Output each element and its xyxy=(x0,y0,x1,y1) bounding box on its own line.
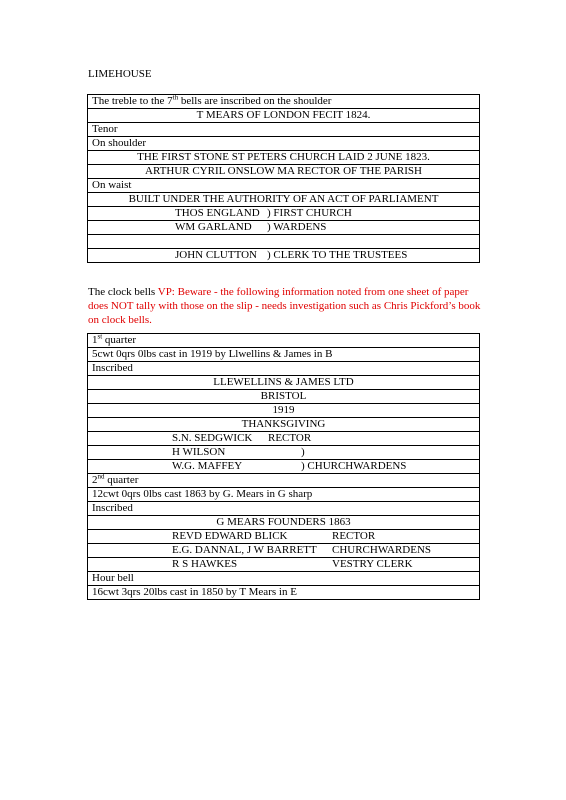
table-row xyxy=(88,109,480,123)
cell-text: bells are inscribed on the shoulder xyxy=(178,95,332,107)
superscript: st xyxy=(97,332,103,341)
vp-note: VP: Beware - the following information noted from one sheet of paper does NOT tally with those on the slip - needs investigation such as Chris Pickford’s book on clock bells. xyxy=(88,286,481,326)
table-row xyxy=(88,586,480,600)
table-cell xyxy=(88,558,480,572)
table-row xyxy=(88,460,480,474)
cell-text: quarter xyxy=(104,474,139,486)
table-row xyxy=(88,235,480,249)
table-cell: ARTHUR CYRIL ONSLOW MA RECTOR OF THE PARISH xyxy=(88,165,480,179)
table-cell xyxy=(88,249,480,263)
intro-text: The clock bells xyxy=(88,286,158,298)
superscript: th xyxy=(172,93,179,102)
table-row xyxy=(88,221,480,235)
table-cell: Inscribed xyxy=(88,502,480,516)
cell-text: The treble to the 7 xyxy=(92,95,173,107)
table-cell: On waist xyxy=(88,179,480,193)
table-cell: LLEWELLINS & JAMES LTD xyxy=(88,376,480,390)
table-row xyxy=(88,474,480,488)
table-row xyxy=(88,151,480,165)
table-row xyxy=(88,404,480,418)
table-cell: THE FIRST STONE ST PETERS CHURCH LAID 2 JUNE 1823. xyxy=(88,151,480,165)
clock-bells-intro xyxy=(88,285,488,327)
cell-text: S.N. SEDGWICK xyxy=(172,432,253,444)
table-row xyxy=(88,558,480,572)
table-row xyxy=(88,376,480,390)
document-title: LIMEHOUSE xyxy=(88,68,152,80)
table-row xyxy=(88,207,480,221)
cell-text: W.G. MAFFEY xyxy=(172,460,243,472)
cell-text: H WILSON xyxy=(172,446,226,458)
cell-text: THOS ENGLAND xyxy=(175,207,260,219)
cell-text: REVD EDWARD BLICK xyxy=(172,530,288,542)
table-row xyxy=(88,516,480,530)
table-row xyxy=(88,544,480,558)
table-row xyxy=(88,446,480,460)
cell-text: R S HAWKES xyxy=(172,558,238,570)
cell-text: 1 xyxy=(92,334,98,346)
table-cell xyxy=(88,530,480,544)
table-row xyxy=(88,193,480,207)
table-row xyxy=(88,432,480,446)
table-cell: 16cwt 3qrs 20lbs cast in 1850 by T Mears in E xyxy=(88,586,480,600)
table-cell: 5cwt 0qrs 0lbs cast in 1919 by Llwellins & James in B xyxy=(88,348,480,362)
table-row xyxy=(88,488,480,502)
cell-text: ) FIRST CHURCH xyxy=(267,207,352,219)
table-row xyxy=(88,179,480,193)
table-cell xyxy=(88,207,480,221)
table-row xyxy=(88,362,480,376)
table-cell: Tenor xyxy=(88,123,480,137)
table-cell: 1919 xyxy=(88,404,480,418)
table-cell: Hour bell xyxy=(88,572,480,586)
table-cell: Inscribed xyxy=(88,362,480,376)
cell-text: E.G. DANNAL, J W BARRETT xyxy=(172,544,317,556)
table-row xyxy=(88,572,480,586)
table-cell: T MEARS OF LONDON FECIT 1824. xyxy=(88,109,480,123)
table-cell xyxy=(88,474,480,488)
cell-text: WM GARLAND xyxy=(175,221,252,233)
table-cell xyxy=(88,334,480,348)
clock-bells-table xyxy=(87,333,480,600)
cell-text: CHURCHWARDENS xyxy=(332,544,432,556)
table-row xyxy=(88,137,480,151)
cell-text: 2 xyxy=(92,474,98,486)
cell-text: ) CHURCHWARDENS xyxy=(301,460,407,472)
table-row xyxy=(88,165,480,179)
table-row xyxy=(88,334,480,348)
table-row xyxy=(88,502,480,516)
table-cell xyxy=(88,432,480,446)
cell-text: ) WARDENS xyxy=(267,221,327,233)
table-cell xyxy=(88,95,480,109)
table-row xyxy=(88,530,480,544)
table-cell xyxy=(88,221,480,235)
table-cell xyxy=(88,235,480,249)
limehouse-bells-table xyxy=(87,94,480,263)
table-row xyxy=(88,348,480,362)
table-cell: G MEARS FOUNDERS 1863 xyxy=(88,516,480,530)
cell-text: RECTOR xyxy=(268,432,312,444)
cell-text: VESTRY CLERK xyxy=(332,558,413,570)
table-cell xyxy=(88,460,480,474)
table-cell: On shoulder xyxy=(88,137,480,151)
table-cell: BUILT UNDER THE AUTHORITY OF AN ACT OF PARLIAMENT xyxy=(88,193,480,207)
table-row xyxy=(88,123,480,137)
table-row xyxy=(88,95,480,109)
cell-text: ) CLERK TO THE TRUSTEES xyxy=(267,249,408,261)
table-cell: BRISTOL xyxy=(88,390,480,404)
table-row xyxy=(88,390,480,404)
cell-text: quarter xyxy=(102,334,137,346)
cell-text: JOHN CLUTTON xyxy=(175,249,257,261)
table-cell xyxy=(88,446,480,460)
cell-text: ) xyxy=(301,446,305,458)
table-row xyxy=(88,418,480,432)
superscript: nd xyxy=(97,472,105,481)
table-cell xyxy=(88,544,480,558)
table-row xyxy=(88,249,480,263)
cell-text: RECTOR xyxy=(332,530,376,542)
table-cell: THANKSGIVING xyxy=(88,418,480,432)
table-cell: 12cwt 0qrs 0lbs cast 1863 by G. Mears in G sharp xyxy=(88,488,480,502)
